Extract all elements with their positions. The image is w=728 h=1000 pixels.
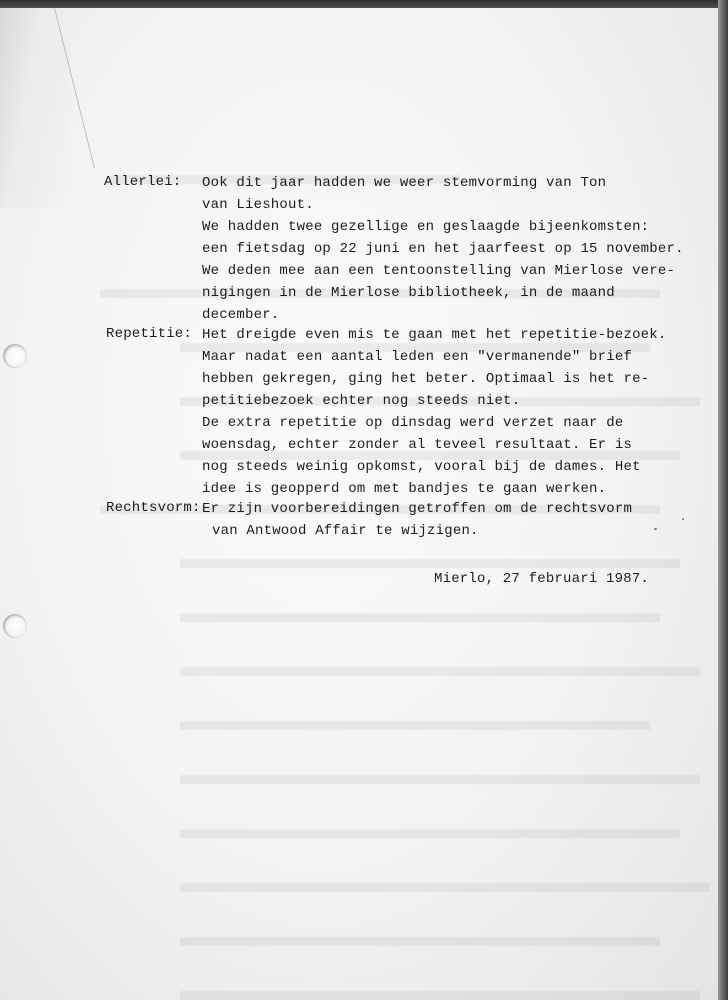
curl-fold-line bbox=[14, 8, 95, 168]
punch-hole-upper bbox=[3, 344, 27, 368]
paper-speck bbox=[682, 518, 684, 520]
section-line: december. bbox=[202, 307, 280, 323]
paper-curl bbox=[0, 8, 70, 208]
section-line: een fietsdag op 22 juni en het jaarfeest op 15 november. bbox=[202, 241, 684, 257]
section-line: Er zijn voorbereidingen getroffen om de rechtsvorm bbox=[202, 501, 633, 517]
section-label: Repetitie: bbox=[106, 326, 193, 342]
section-line: We deden mee aan een tentoonstelling van Mierlose vere- bbox=[202, 263, 676, 279]
section-line: van Lieshout. bbox=[202, 197, 314, 213]
section-line: De extra repetitie op dinsdag werd verzet naar de bbox=[202, 415, 624, 431]
scanner-edge-right bbox=[718, 0, 728, 1000]
section-line: Maar nadat een aantal leden een "vermanende" brief bbox=[202, 349, 633, 365]
paper-speck bbox=[654, 528, 657, 530]
section-label: Rechtsvorm: bbox=[106, 500, 201, 516]
section-line: Ook dit jaar hadden we weer stemvorming van Ton bbox=[202, 175, 607, 191]
section-line: woensdag, echter zonder al teveel resultaat. Er is bbox=[202, 437, 633, 453]
section-line: Het dreigde even mis te gaan met het repetitie-bezoek. bbox=[202, 327, 667, 343]
section-line: hebben gekregen, ging het beter. Optimaal is het re- bbox=[202, 371, 650, 387]
section-label: Allerlei: bbox=[104, 174, 182, 190]
section-line: nog steeds weinig opkomst, vooral bij de dames. Het bbox=[202, 459, 641, 475]
section-line: We hadden twee gezellige en geslaagde bijeenkomsten: bbox=[202, 219, 650, 235]
punch-hole-lower bbox=[3, 614, 27, 638]
section-line: petitiebezoek echter nog steeds niet. bbox=[202, 393, 521, 409]
section-line: idee is geopperd om met bandjes te gaan werken. bbox=[202, 481, 607, 497]
section-line: nigingen in de Mierlose bibliotheek, in de maand bbox=[202, 285, 615, 301]
closing-place-date: Mierlo, 27 februari 1987. bbox=[434, 571, 650, 587]
section-line: van Antwood Affair te wijzigen. bbox=[212, 523, 479, 539]
